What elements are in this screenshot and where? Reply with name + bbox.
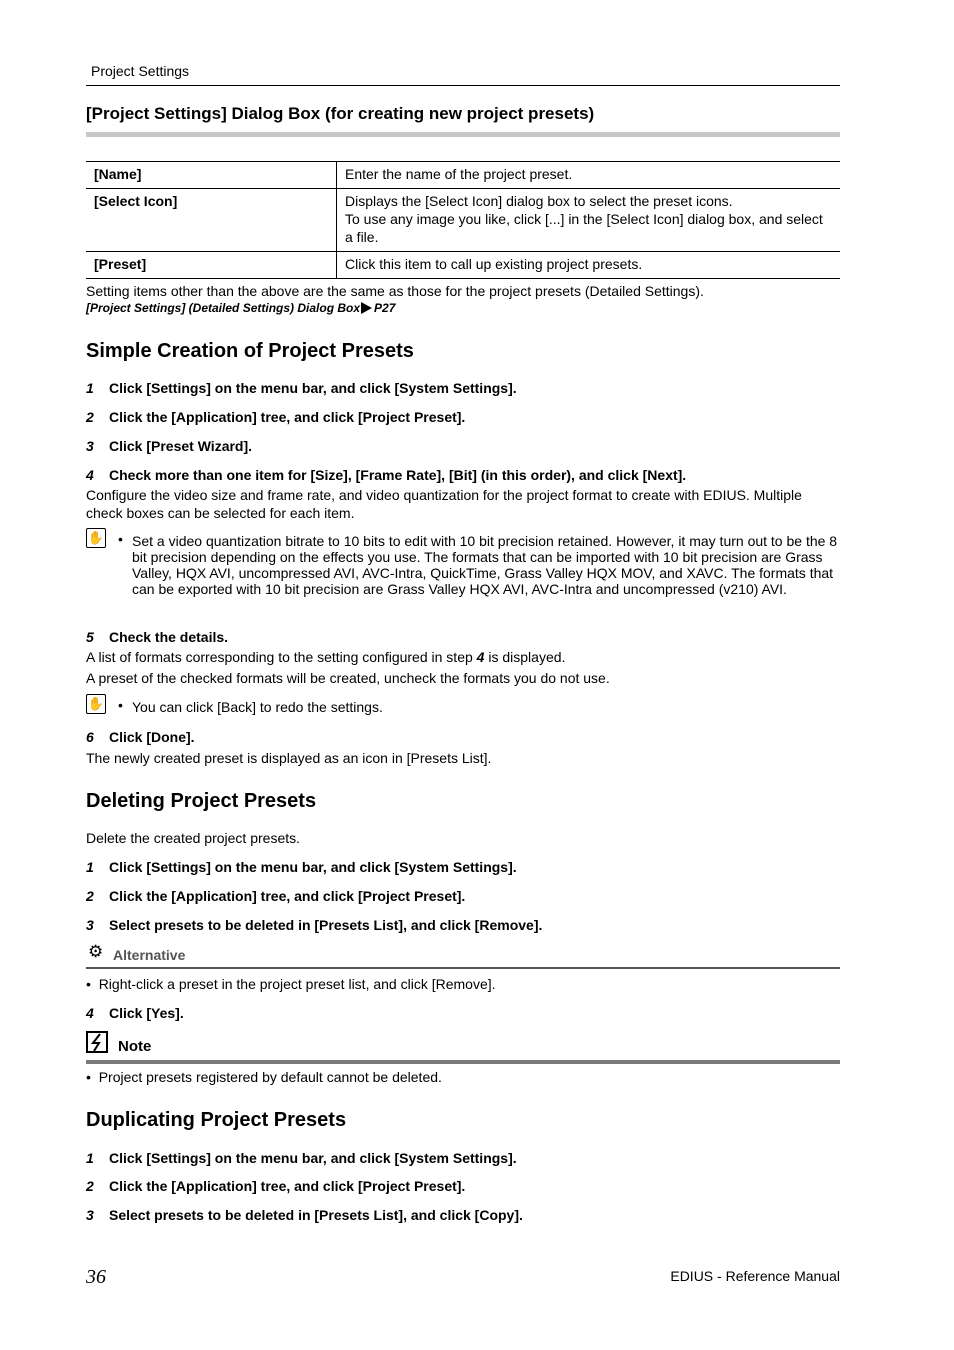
setting-name: [Preset] [86, 252, 337, 279]
lightning-icon [88, 1033, 106, 1051]
step-description: A list of formats corresponding to the setting configured in step 4 is displayed. [86, 649, 566, 665]
note-label: Note [118, 1038, 152, 1055]
step-description: The newly created preset is displayed as an icon in [Presets List]. [86, 750, 492, 766]
section-intro: Delete the created project presets. [86, 830, 301, 846]
step-item: 2 Click the [Application] tree, and click [Project Preset]. [86, 1178, 466, 1194]
setting-description: Displays the [Select Icon] dialog box to select the preset icons. To use any image you like, click [...] in the [Select Icon] dialog box, and select a file. [337, 189, 841, 252]
arrow-right-icon [361, 302, 372, 314]
table-row [86, 162, 840, 189]
page-number: 36 [86, 1266, 106, 1288]
alternative-rule [86, 967, 840, 969]
header-rule [86, 85, 840, 86]
step-item: 5 Check the details. [86, 629, 229, 645]
section-heading: Simple Creation of Project Presets [86, 340, 414, 362]
step-item: 2 Click the [Application] tree, and click [Project Preset]. [86, 409, 466, 425]
tip-text: Set a video quantization bitrate to 10 bits to edit with 10 bit precision retained. However, it may turn out to be the 8 bit precision depending on the effects you use. The formats that can be imported with 10 bit precision are Grass Valley, HQX AVI, uncompressed AVI, AVC-Intra, QuickTime, Grass Valley HQX MOV, and XAVC. The formats that can be exported with 10 bit precision are Grass Valley HQX AVI, AVC-Intra and uncompressed (v210) AVI. [132, 533, 838, 597]
step-item: 6 Click [Done]. [86, 729, 195, 745]
section-heading: Deleting Project Presets [86, 790, 317, 812]
step-item: 3 Select presets to be deleted in [Presets List], and click [Remove]. [86, 917, 543, 933]
tip-text: You can click [Back] to redo the settings. [132, 699, 383, 715]
alternative-label: Alternative [113, 947, 186, 963]
step-item: 1 Click [Settings] on the menu bar, and click [System Settings]. [86, 859, 517, 875]
setting-name: [Select Icon] [86, 189, 337, 252]
bullet-icon: • [118, 697, 123, 713]
cross-reference-link[interactable]: [Project Settings] (Detailed Settings) Dialog Box P27 [86, 301, 396, 315]
settings-table [86, 161, 840, 279]
running-header: Project Settings [91, 63, 190, 79]
section-heading: Duplicating Project Presets [86, 1109, 347, 1131]
table-row [86, 252, 840, 279]
table-row [86, 189, 840, 252]
hand-pointer-icon: ✋ [86, 528, 106, 548]
footer-manual-title: EDIUS - Reference Manual [670, 1268, 840, 1284]
alternative-item: • Right-click a preset in the project preset list, and click [Remove]. [86, 976, 496, 992]
setting-description: Enter the name of the project preset. [337, 162, 841, 189]
step-item: 4 Click [Yes]. [86, 1005, 184, 1021]
bullet-icon: • [118, 531, 123, 547]
step-item: 3 Click [Preset Wizard]. [86, 438, 253, 454]
note-item: • Project presets registered by default cannot be deleted. [86, 1069, 442, 1085]
section-rule [86, 132, 840, 137]
note-rule [86, 1060, 840, 1064]
body-text: Setting items other than the above are the same as those for the project presets (Detailed Settings). [86, 283, 704, 299]
step-item: 1 Click [Settings] on the menu bar, and click [System Settings]. [86, 1150, 517, 1166]
step-description: A preset of the checked formats will be created, uncheck the formats you do not use. [86, 670, 610, 686]
hand-pointer-icon: ✋ [86, 694, 106, 714]
note-icon [86, 1031, 108, 1053]
setting-name: [Name] [86, 162, 337, 189]
step-item: 3 Select presets to be deleted in [Presets List], and click [Copy]. [86, 1207, 523, 1223]
dialog-section-title: [Project Settings] Dialog Box (for creating new project presets) [86, 104, 595, 123]
manual-page [86, 0, 840, 1350]
step-description: Configure the video size and frame rate, and video quantization for the project format to create with EDIUS. Multiple check boxes can be selected for each item. [86, 487, 802, 521]
step-item: 4 Check more than one item for [Size], [Frame Rate], [Bit] (in this order), and click [Next]. [86, 467, 687, 483]
gear-icon: ⚙ [88, 942, 104, 961]
step-item: 1 Click [Settings] on the menu bar, and click [System Settings]. [86, 380, 517, 396]
setting-description: Click this item to call up existing project presets. [337, 252, 841, 279]
step-item: 2 Click the [Application] tree, and click [Project Preset]. [86, 888, 466, 904]
